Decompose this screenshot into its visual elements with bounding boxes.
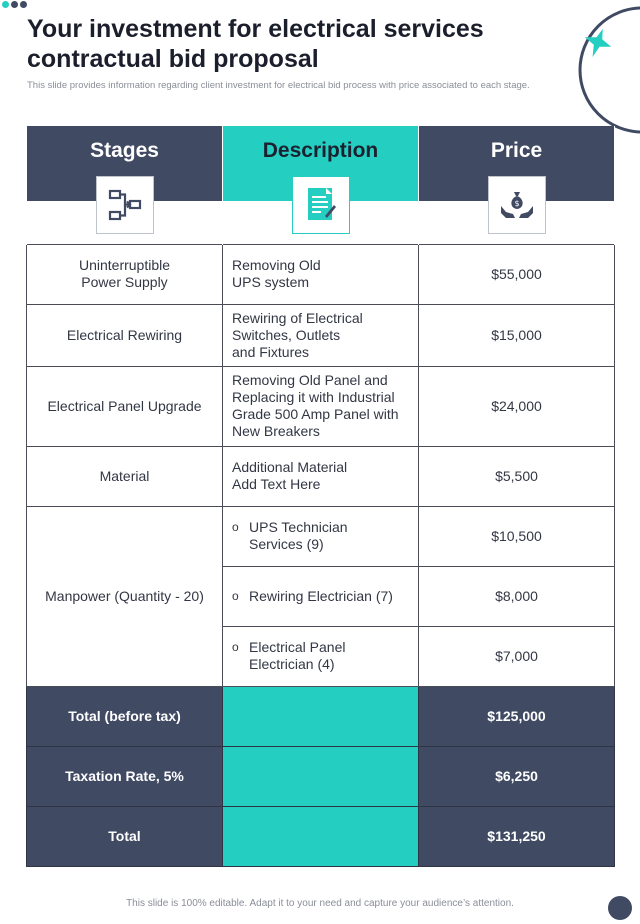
total-value: $6,250 bbox=[419, 746, 615, 806]
header-description bbox=[223, 126, 419, 244]
table-row bbox=[27, 366, 615, 446]
list-item: o Rewiring Electrician (7) bbox=[232, 588, 418, 605]
footer-note: This slide is 100% editable. Adapt it to your need and capture your audience’s attention. bbox=[126, 898, 514, 909]
header-price-label: Price bbox=[419, 126, 614, 201]
page-subtitle: This slide provides information regarding client investment for electrical bid process with price associated to each stage. bbox=[27, 80, 530, 91]
svg-text:$: $ bbox=[513, 199, 520, 208]
total-row bbox=[27, 746, 615, 806]
total-value: $131,250 bbox=[419, 806, 615, 866]
stage-cell: Electrical Rewiring bbox=[27, 304, 223, 366]
investment-table bbox=[26, 126, 615, 867]
price-cell: $10,500 bbox=[419, 506, 615, 566]
dot-navy bbox=[11, 1, 18, 8]
total-label: Total bbox=[27, 806, 223, 866]
decorative-circle-star bbox=[576, 0, 640, 140]
table-row bbox=[27, 304, 615, 366]
description-cell bbox=[223, 506, 419, 566]
flowchart-icon bbox=[107, 187, 143, 223]
table-row bbox=[27, 446, 615, 506]
stage-cell: Material bbox=[27, 446, 223, 506]
header-stages bbox=[27, 126, 223, 244]
stage-cell: Uninterruptible Power Supply bbox=[27, 244, 223, 304]
description-cell bbox=[223, 626, 419, 686]
price-cell: $8,000 bbox=[419, 566, 615, 626]
stage-cell: Electrical Panel Upgrade bbox=[27, 366, 223, 446]
description-cell bbox=[223, 566, 419, 626]
price-cell: $15,000 bbox=[419, 304, 615, 366]
header-description-label: Description bbox=[223, 126, 418, 201]
dot-teal bbox=[2, 1, 9, 8]
price-cell: $7,000 bbox=[419, 626, 615, 686]
total-label: Total (before tax) bbox=[27, 686, 223, 746]
page-title: Your investment for electrical services contractual bid proposal bbox=[27, 15, 484, 73]
price-cell: $5,500 bbox=[419, 446, 615, 506]
table-row bbox=[27, 506, 615, 566]
list-item: o UPS Technician Services (9) bbox=[232, 519, 418, 553]
table-row bbox=[27, 244, 615, 304]
total-value: $125,000 bbox=[419, 686, 615, 746]
price-cell: $55,000 bbox=[419, 244, 615, 304]
total-spacer bbox=[223, 806, 419, 866]
description-cell: Removing Old UPS system bbox=[223, 244, 419, 304]
table-header-row bbox=[27, 126, 615, 244]
decorative-dots bbox=[2, 1, 27, 8]
description-cell: Removing Old Panel and Replacing it with Industrial Grade 500 Amp Panel with New Breakers bbox=[223, 366, 419, 446]
header-stages-label: Stages bbox=[27, 126, 222, 201]
total-spacer bbox=[223, 686, 419, 746]
manpower-stage-cell: Manpower (Quantity - 20) bbox=[27, 506, 223, 686]
header-price bbox=[419, 126, 615, 244]
money-bag-hands-icon bbox=[498, 186, 536, 224]
price-cell: $24,000 bbox=[419, 366, 615, 446]
description-cell: Additional Material Add Text Here bbox=[223, 446, 419, 506]
total-row bbox=[27, 806, 615, 866]
description-cell: Rewiring of Electrical Switches, Outlets and Fixtures bbox=[223, 304, 419, 366]
document-icon bbox=[303, 185, 339, 225]
total-row bbox=[27, 686, 615, 746]
page-indicator-dot bbox=[608, 896, 632, 920]
total-spacer bbox=[223, 746, 419, 806]
list-item: o Electrical Panel Electrician (4) bbox=[232, 639, 418, 673]
dot-navy bbox=[20, 1, 27, 8]
total-label: Taxation Rate, 5% bbox=[27, 746, 223, 806]
